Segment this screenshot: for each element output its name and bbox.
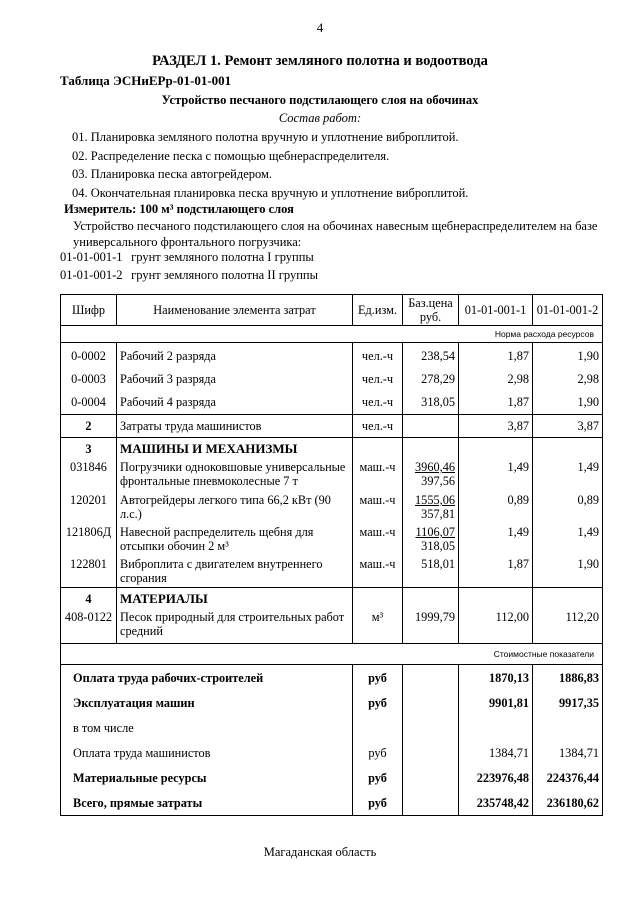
- variant-code: 01-01-001-1: [60, 250, 123, 264]
- row-value-1: 0,89: [459, 488, 533, 521]
- cost-row-value-1: 235748,42: [459, 788, 533, 816]
- row-price: 278,29: [403, 363, 459, 386]
- operation-item: 02. Распределение песка с помощью щебнераспределителя.: [72, 148, 390, 163]
- variant-code: 01-01-001-2: [60, 268, 123, 282]
- cost-row-label: Оплата труда рабочих-строителей: [61, 665, 353, 689]
- table-row: [61, 521, 603, 553]
- variant-row: [60, 268, 318, 283]
- cost-row: [61, 788, 603, 816]
- row-value-2: 0,89: [533, 488, 603, 521]
- row-value-2: 1,90: [533, 343, 603, 364]
- row-unit: чел.-ч: [353, 363, 403, 386]
- row-unit: м³: [353, 606, 403, 644]
- row-code: 0-0003: [61, 363, 117, 386]
- row-price: 1106,07 318,05: [403, 521, 459, 553]
- cost-row: [61, 763, 603, 788]
- row-unit: чел.-ч: [353, 386, 403, 415]
- row-unit: чел.-ч: [353, 415, 403, 438]
- group-row: [61, 438, 603, 457]
- row-value-2: 3,87: [533, 415, 603, 438]
- header-col2: 01-01-001-2: [533, 295, 603, 326]
- variant-row: [60, 250, 314, 265]
- row-value-1: 1,49: [459, 456, 533, 488]
- row-value-1: 1,87: [459, 343, 533, 364]
- row-price: 518,01: [403, 553, 459, 588]
- group-code: 4: [61, 588, 117, 607]
- cost-row-unit: руб: [353, 738, 403, 763]
- cost-row: [61, 738, 603, 763]
- row-price: 1555,06 357,81: [403, 488, 459, 521]
- operation-item: 04. Окончательная планировка песка вручную и уплотнение виброплитой.: [72, 185, 469, 200]
- row-code: 0-0004: [61, 386, 117, 415]
- row-unit: чел.-ч: [353, 343, 403, 364]
- row-code: 408-0122: [61, 606, 117, 644]
- table-code: Таблица ЭСНиЕРр-01-01-001: [60, 73, 232, 88]
- row-code: 121806Д: [61, 521, 117, 553]
- work-title: Устройство песчаного подстилающего слоя на обочинах: [161, 93, 479, 107]
- cost-label: Стоимостные показатели: [61, 644, 603, 665]
- group-name: МАШИНЫ И МЕХАНИЗМЫ: [117, 438, 353, 457]
- cost-row-value-2: 236180,62: [533, 788, 603, 816]
- row-price: 238,54: [403, 343, 459, 364]
- cost-row-unit: руб: [353, 665, 403, 689]
- variant-text: грунт земляного полотна I группы: [131, 250, 314, 264]
- cost-row: [61, 665, 603, 689]
- row-name: Рабочий 4 разряда: [117, 386, 353, 415]
- operation-item: 01. Планировка земляного полотна вручную и уплотнение виброплитой.: [72, 130, 459, 144]
- cost-row-label: Эксплуатация машин: [61, 688, 353, 713]
- page-number: 4: [316, 20, 324, 35]
- row-price: 3960,46 397,56: [403, 456, 459, 488]
- row-value-1: 112,00: [459, 606, 533, 644]
- resources-table: [60, 294, 603, 816]
- cost-row-value-2: 1384,71: [533, 738, 603, 763]
- row-code: 120201: [61, 488, 117, 521]
- cost-row-unit: руб: [353, 788, 403, 816]
- table-row: [61, 456, 603, 488]
- cost-row-value-2: 9917,35: [533, 688, 603, 713]
- row-value-1: 3,87: [459, 415, 533, 438]
- row-name: Виброплита с двигателем внутреннего сгорания: [117, 553, 353, 588]
- group-code: 3: [61, 438, 117, 457]
- table-header-row: [61, 295, 603, 326]
- row-value-1: 1,87: [459, 386, 533, 415]
- row-name: Песок природный для строительных работ средний: [117, 606, 353, 644]
- row-code: 122801: [61, 553, 117, 588]
- row-price: 1999,79: [403, 606, 459, 644]
- row-name: Рабочий 2 разряда: [117, 343, 353, 364]
- row-name: Рабочий 3 разряда: [117, 363, 353, 386]
- row-value-1: 2,98: [459, 363, 533, 386]
- table-row: [61, 488, 603, 521]
- cost-row-value-2: 224376,44: [533, 763, 603, 788]
- row-value-2: 1,90: [533, 386, 603, 415]
- cost-row-value-1: 1870,13: [459, 665, 533, 689]
- cost-row-unit: руб: [353, 688, 403, 713]
- cost-row-value-1: 223976,48: [459, 763, 533, 788]
- row-value-2: 1,90: [533, 553, 603, 588]
- cost-row-value-1: 9901,81: [459, 688, 533, 713]
- table-row: [61, 343, 603, 364]
- row-code: 0-0002: [61, 343, 117, 364]
- cost-row: [61, 713, 603, 738]
- section-title: РАЗДЕЛ 1. Ремонт земляного полотна и водоотвода: [152, 53, 488, 69]
- row-value-1: 1,49: [459, 521, 533, 553]
- row-code: 2: [61, 415, 117, 438]
- work-description: Устройство песчаного подстилающего слоя на обочинах навесным щебнераспределителем на базе универсального фронтального погрузчика:: [73, 219, 598, 249]
- cost-row-value-1: 1384,71: [459, 738, 533, 763]
- row-price: 318,05: [403, 386, 459, 415]
- row-name: Затраты труда машинистов: [117, 415, 353, 438]
- cost-row-label: в том числе: [61, 713, 353, 738]
- cost-row-label: Материальные ресурсы: [61, 763, 353, 788]
- row-price: [403, 415, 459, 438]
- header-price: Баз.цена руб.: [403, 295, 459, 326]
- footer-region: Магаданская область: [263, 845, 377, 859]
- row-unit: маш.-ч: [353, 521, 403, 553]
- group-row: [61, 588, 603, 607]
- composition-label: Состав работ:: [278, 111, 362, 125]
- cost-row: [61, 688, 603, 713]
- table-row: [61, 363, 603, 386]
- row-name: Автогрейдеры легкого типа 66,2 кВт (90 л.с.): [117, 488, 353, 521]
- row-name: Погрузчики одноковшовые универсальные фронтальные пневмоколесные 7 т: [117, 456, 353, 488]
- header-unit: Ед.изм.: [353, 295, 403, 326]
- cost-row-label: Оплата труда машинистов: [61, 738, 353, 763]
- row-value-2: 1,49: [533, 456, 603, 488]
- table-row: [61, 415, 603, 438]
- header-code: Шифр: [61, 295, 117, 326]
- header-name: Наименование элемента затрат: [117, 295, 353, 326]
- header-col1: 01-01-001-1: [459, 295, 533, 326]
- operations-list: [72, 128, 468, 202]
- row-value-1: 1,87: [459, 553, 533, 588]
- operation-item: 03. Планировка песка автогрейдером.: [72, 167, 273, 181]
- group-name: МАТЕРИАЛЫ: [117, 588, 353, 607]
- table-row: [61, 606, 603, 644]
- variant-text: грунт земляного полотна II группы: [131, 268, 318, 282]
- table-row: [61, 386, 603, 415]
- norm-band: [61, 326, 603, 343]
- row-value-2: 1,49: [533, 521, 603, 553]
- table-row: [61, 553, 603, 588]
- row-code: 031846: [61, 456, 117, 488]
- cost-row-label: Всего, прямые затраты: [61, 788, 353, 816]
- norm-label: Норма расхода ресурсов: [61, 326, 603, 343]
- row-unit: маш.-ч: [353, 456, 403, 488]
- cost-row-value-2: 1886,83: [533, 665, 603, 689]
- row-name: Навесной распределитель щебня для отсыпки обочин 2 м³: [117, 521, 353, 553]
- row-value-2: 112,20: [533, 606, 603, 644]
- row-value-2: 2,98: [533, 363, 603, 386]
- row-unit: маш.-ч: [353, 553, 403, 588]
- cost-row-unit: руб: [353, 763, 403, 788]
- row-unit: маш.-ч: [353, 488, 403, 521]
- cost-band: [61, 644, 603, 665]
- meter-unit: Измеритель: 100 м³ подстилающего слоя: [64, 202, 294, 216]
